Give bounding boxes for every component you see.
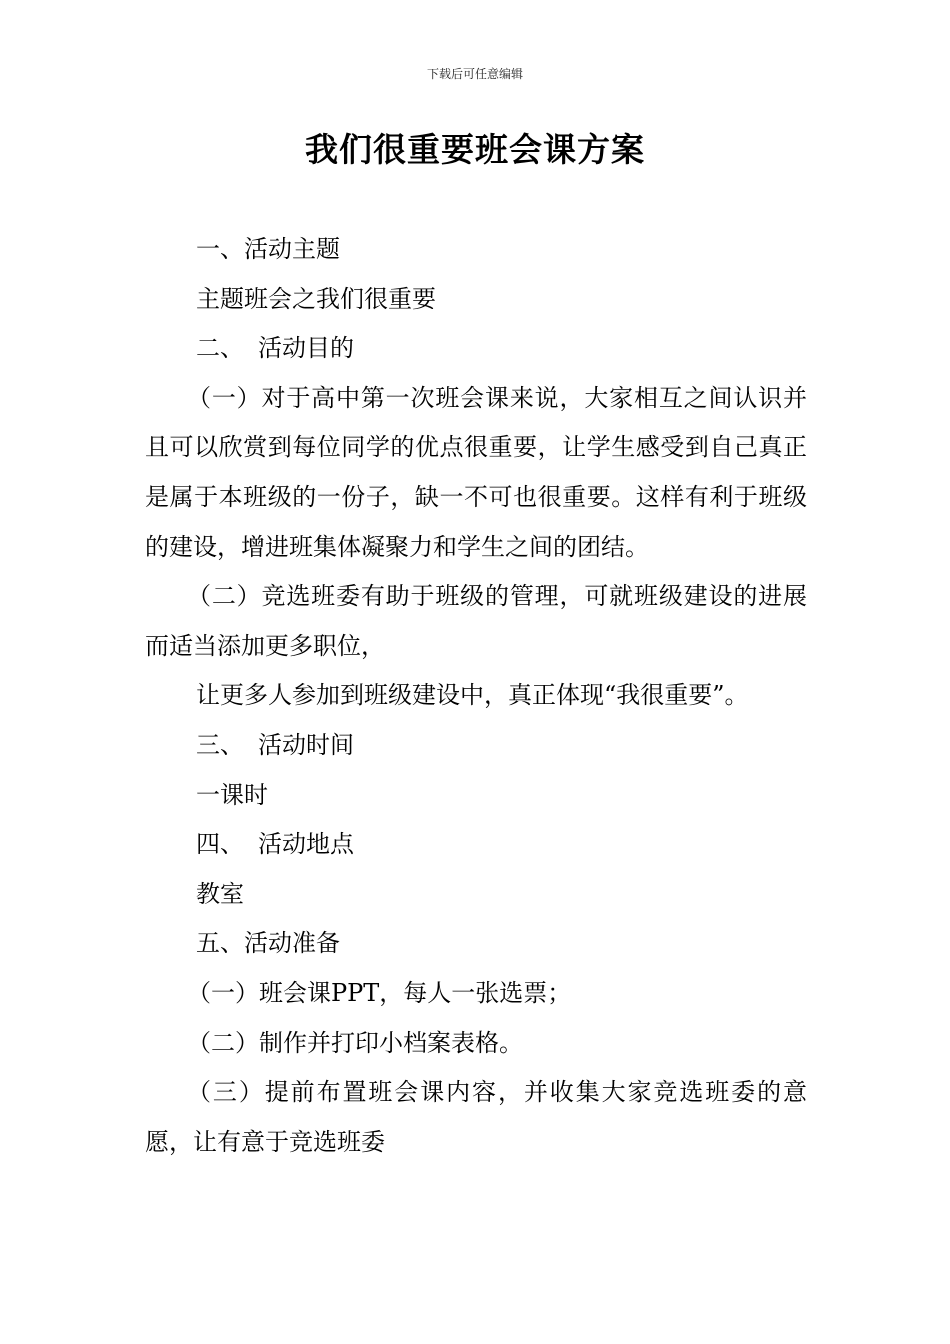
document-title: 我们很重要班会课方案 <box>305 130 645 169</box>
purpose-paragraph-3: 让更多人参加到班级建设中，真正体现“我很重要”。 <box>196 681 749 710</box>
preparation-item-1: （一）班会课PPT，每人一张选票； <box>187 978 572 1007</box>
purpose-paragraph-1: （一）对于高中第一次班会课来说，大家相互之间认识并且可以欣赏到每位同学的优点很重要，让学生感受到自己真正是属于本班级的一份子，缺一不可也很重要。这样有利于班级的建设，增进班集体凝聚力和学生之间的团结。 <box>145 383 807 561</box>
section-number: 三、 <box>196 730 244 759</box>
section-body-theme: 主题班会之我们很重要 <box>196 284 436 313</box>
document-body <box>145 225 807 1167</box>
preparation-item-3: （三）提前布置班会课内容，并收集大家竞选班委的意愿，让有意于竞选班委 <box>145 1078 807 1156</box>
section-number: 四、 <box>196 830 244 859</box>
section-heading-location <box>145 820 807 870</box>
preparation-item-2: （二）制作并打印小档案表格。 <box>187 1028 523 1057</box>
section-heading-text: 活动地点 <box>258 830 354 859</box>
section-heading-preparation: 五、活动准备 <box>196 929 340 958</box>
section-heading-purpose <box>145 324 807 374</box>
section-heading-time <box>145 721 807 771</box>
header-note: 下载后可任意编辑 <box>426 67 523 81</box>
section-heading-text: 活动时间 <box>258 730 354 759</box>
section-body-location: 教室 <box>196 879 244 908</box>
section-body-time: 一课时 <box>196 780 268 809</box>
purpose-paragraph-2: （二）竞选班委有助于班级的管理，可就班级建设的进展而适当添加更多职位， <box>145 582 807 660</box>
section-heading-text: 活动目的 <box>258 334 354 363</box>
section-heading-theme: 一、活动主题 <box>196 235 340 263</box>
section-number: 二、 <box>196 334 244 363</box>
